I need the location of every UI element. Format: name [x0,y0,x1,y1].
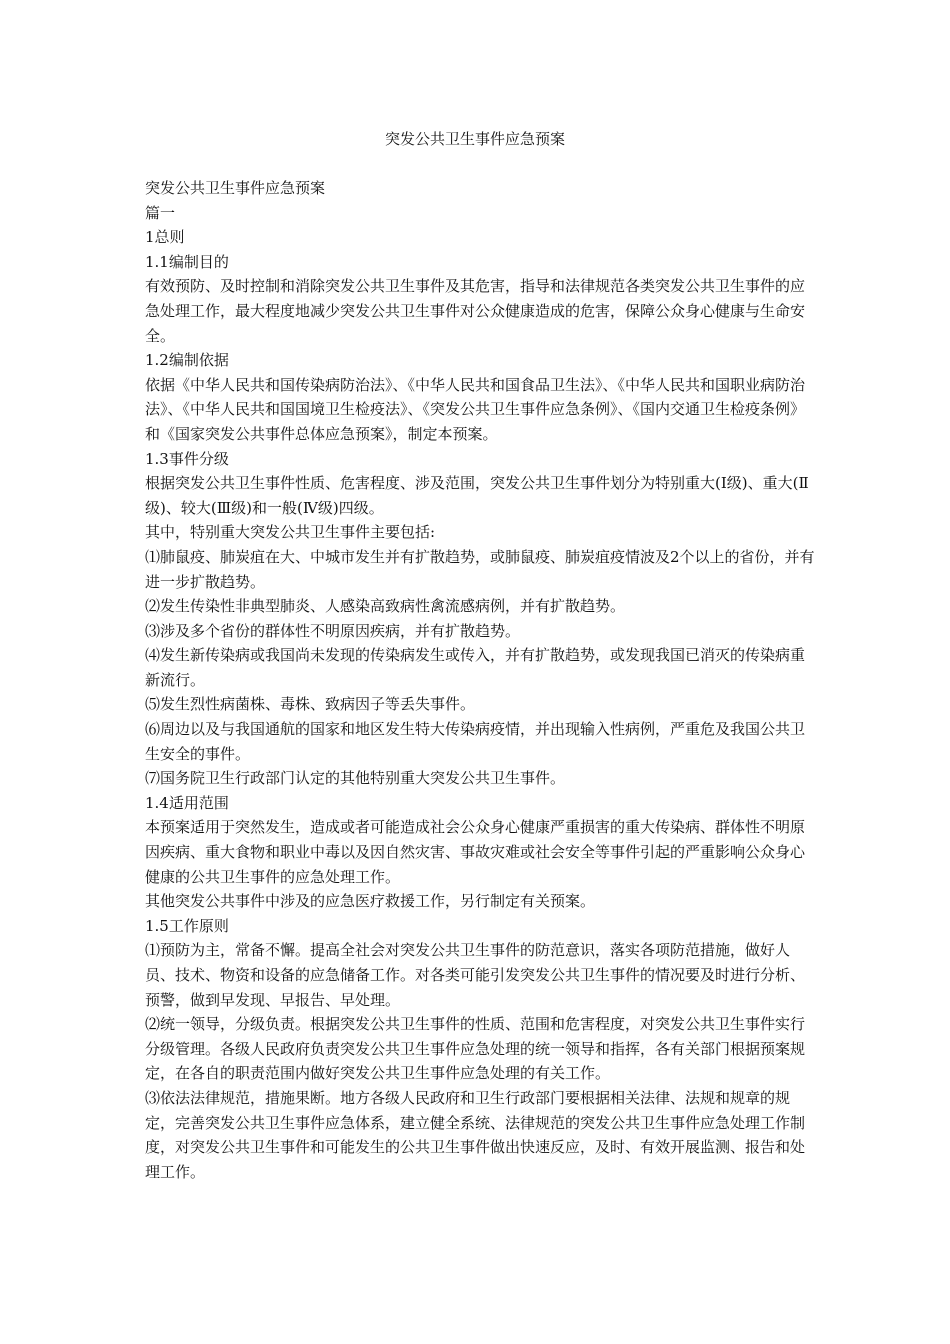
list-item: ⑷发生新传染病或我国尚未发现的传染病发生或传入，并有扩散趋势，或发现我国已消灭的传染病重新流行。 [145,646,806,689]
body-paragraph: 本预案适用于突然发生，造成或者可能造成社会公众身心健康严重损害的重大传染病、群体性不明原因疾病、重大食物和职业中毒以及因自然灾害、事故灾难或社会安全等事件引起的严重影响公众身心健康的公共卫生事件的应急处理工作。 [145,818,806,886]
document-body [145,176,815,1184]
document-title: 突发公共卫生事件应急预案 [384,130,565,148]
list-item: ⑸发生烈性病菌株、毒株、致病因子等丢失事件。 [145,695,476,714]
section-heading: 1.5工作原则 [145,916,229,935]
body-paragraph: 依据《中华人民共和国传染病防治法》、《中华人民共和国食品卫生法》、《中华人民共和国职业病防治法》、《中华人民共和国国境卫生检疫法》、《突发公共卫生事件应急条例》、《国内交通卫生检疫条例》和《国家突发公共事件总体应急预案》，制定本预案。 [145,375,806,443]
section-heading: 1.3事件分级 [145,449,229,468]
body-paragraph: 突发公共卫生事件应急预案 [145,179,326,197]
body-paragraph: 其他突发公共事件中涉及的应急医疗救援工作，另行制定有关预案。 [145,892,596,911]
section-heading: 1.2编制依据 [145,351,229,370]
list-item: ⑹周边以及与我国通航的国家和地区发生特大传染病疫情，并出现输入性病例，严重危及我国公共卫生安全的事件。 [145,720,806,763]
list-item: ⑵发生传染性非典型肺炎、人感染高致病性禽流感病例，并有扩散趋势。 [145,597,626,616]
body-paragraph: 根据突发公共卫生事件性质、危害程度、涉及范围，突发公共卫生事件划分为特别重大(Ⅰ级)、重大(Ⅱ级)、较大(Ⅲ级)和一般(Ⅳ级)四级。 [145,474,809,517]
section-heading: 1总则 [145,228,185,247]
list-item: ⑶依法法律规范，措施果断。地方各级人民政府和卫生行政部门要根据相关法律、法规和规章的规定，完善突发公共卫生事件应急体系，建立健全系统、法律规范的突发公共卫生事件应急处理工作制度，对突发公共卫生事件和可能发生的公共卫生事件做出快速反应，及时、有效开展监测、报告和处理工作。 [145,1088,806,1181]
section-heading: 1.4适用范围 [145,793,229,812]
list-item: ⑴肺鼠疫、肺炭疽在大、中城市发生并有扩散趋势，或肺鼠疫、肺炭疽疫情波及2个以上的省份，并有进一步扩散趋势。 [145,547,815,591]
list-item: ⑺国务院卫生行政部门认定的其他特别重大突发公共卫生事件。 [145,769,566,788]
body-paragraph: 其中，特别重大突发公共卫生事件主要包括: [145,523,436,542]
section-heading: 1.1编制目的 [145,252,229,271]
body-paragraph: 有效预防、及时控制和消除突发公共卫生事件及其危害，指导和法律规范各类突发公共卫生事件的应急处理工作，最大程度地减少突发公共卫生事件对公众健康造成的危害，保障公众身心健康与生命安全。 [145,277,806,345]
body-paragraph: 篇一 [145,203,176,222]
list-item: ⑴预防为主，常备不懈。提高全社会对突发公共卫生事件的防范意识，落实各项防范措施，做好人员、技术、物资和设备的应急储备工作。对各类可能引发突发公共卫生事件的情况要及时进行分析、预警，做到早发现、早报告、早处理。 [145,941,806,1009]
list-item: ⑶涉及多个省份的群体性不明原因疾病，并有扩散趋势。 [145,621,521,640]
list-item: ⑵统一领导，分级负责。根据突发公共卫生事件的性质、范围和危害程度，对突发公共卫生事件实行分级管理。各级人民政府负责突发公共卫生事件应急处理的统一领导和指挥，各有关部门根据预案规定，在各自的职责范围内做好突发公共卫生事件应急处理的有关工作。 [145,1015,806,1083]
